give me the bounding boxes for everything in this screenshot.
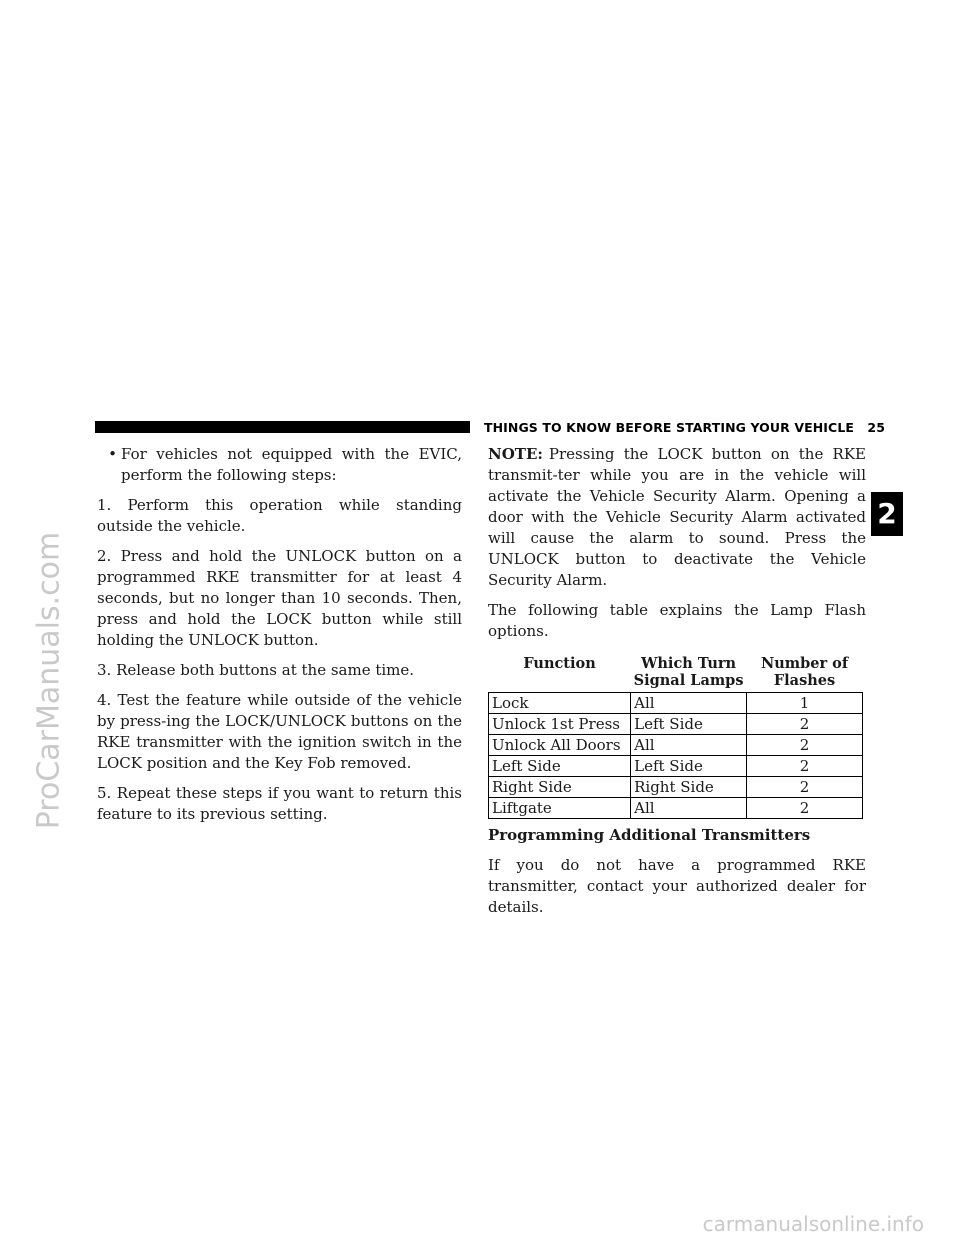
side-watermark-text: ProCarManuals.com <box>31 531 67 829</box>
side-watermark <box>14 470 84 890</box>
table-cell-function: Unlock All Doors <box>489 735 631 756</box>
table-cell-flashes: 2 <box>747 777 863 798</box>
table-cell-lamps: All <box>631 735 747 756</box>
table-cell-flashes: 1 <box>747 693 863 714</box>
step-4: 4. Test the feature while outside of the vehicle by press-ing the LOCK/UNLOCK buttons on the RKE transmitter with the ignition switch in the LOCK position and the Key Fob removed. <box>97 691 462 772</box>
running-header <box>95 421 885 433</box>
table-cell-function: Left Side <box>489 756 631 777</box>
table-row <box>489 777 863 798</box>
table-intro: The following table explains the Lamp Flash options. <box>488 601 866 640</box>
column-header-function: Function <box>489 651 631 693</box>
table-cell-function: Liftgate <box>489 798 631 819</box>
table-row <box>489 693 863 714</box>
header-rule <box>95 421 470 433</box>
column-header-flashes: Number of Flashes <box>747 651 863 693</box>
left-column <box>97 444 462 834</box>
bullet-item <box>97 444 462 486</box>
table-row <box>489 714 863 735</box>
table-cell-flashes: 2 <box>747 756 863 777</box>
column-header-lamps: Which Turn Signal Lamps <box>631 651 747 693</box>
table-cell-lamps: Left Side <box>631 756 747 777</box>
table-row <box>489 798 863 819</box>
lamp-flash-table <box>488 651 863 819</box>
table-cell-function: Lock <box>489 693 631 714</box>
step-2: 2. Press and hold the UNLOCK button on a programmed RKE transmitter for at least 4 seconds, but no longer than 10 seconds. Then, press and hold the LOCK button while still holding the UNLOCK button. <box>97 547 462 649</box>
table-cell-flashes: 2 <box>747 735 863 756</box>
table-cell-function: Unlock 1st Press <box>489 714 631 735</box>
header-text <box>484 420 885 435</box>
right-column <box>488 444 866 927</box>
note-label: NOTE: <box>488 445 543 463</box>
final-paragraph: If you do not have a programmed RKE transmitter, contact your authorized dealer for details. <box>488 856 866 916</box>
subheading: Programming Additional Transmitters <box>488 826 811 844</box>
table-cell-lamps: Right Side <box>631 777 747 798</box>
note-text: Pressing the LOCK button on the RKE transmit-ter while you are in the vehicle will activate the Vehicle Security Alarm. Opening a door with the Vehicle Security Alarm activated will cause the alarm to sound. Press the UNLOCK button to deactivate the Vehicle Security Alarm. <box>488 445 866 589</box>
table-cell-lamps: Left Side <box>631 714 747 735</box>
step-1: 1. Perform this operation while standing outside the vehicle. <box>97 496 462 535</box>
table-row <box>489 756 863 777</box>
table-cell-flashes: 2 <box>747 714 863 735</box>
table-cell-lamps: All <box>631 798 747 819</box>
chapter-tab: 2 <box>871 492 903 536</box>
note-paragraph <box>488 444 866 591</box>
table-cell-function: Right Side <box>489 777 631 798</box>
step-5: 5. Repeat these steps if you want to return this feature to its previous setting. <box>97 784 462 823</box>
table-cell-flashes: 2 <box>747 798 863 819</box>
table-cell-lamps: All <box>631 693 747 714</box>
table-header-row <box>489 651 863 693</box>
bottom-watermark: carmanualsonline.info <box>702 1212 924 1236</box>
table-row <box>489 735 863 756</box>
bullet-mark: • <box>108 445 117 463</box>
page-number: 25 <box>867 419 885 435</box>
bullet-text: For vehicles not equipped with the EVIC, perform the following steps: <box>121 445 462 484</box>
step-3: 3. Release both buttons at the same time. <box>97 661 415 679</box>
section-title: THINGS TO KNOW BEFORE STARTING YOUR VEHICLE <box>483 419 855 435</box>
